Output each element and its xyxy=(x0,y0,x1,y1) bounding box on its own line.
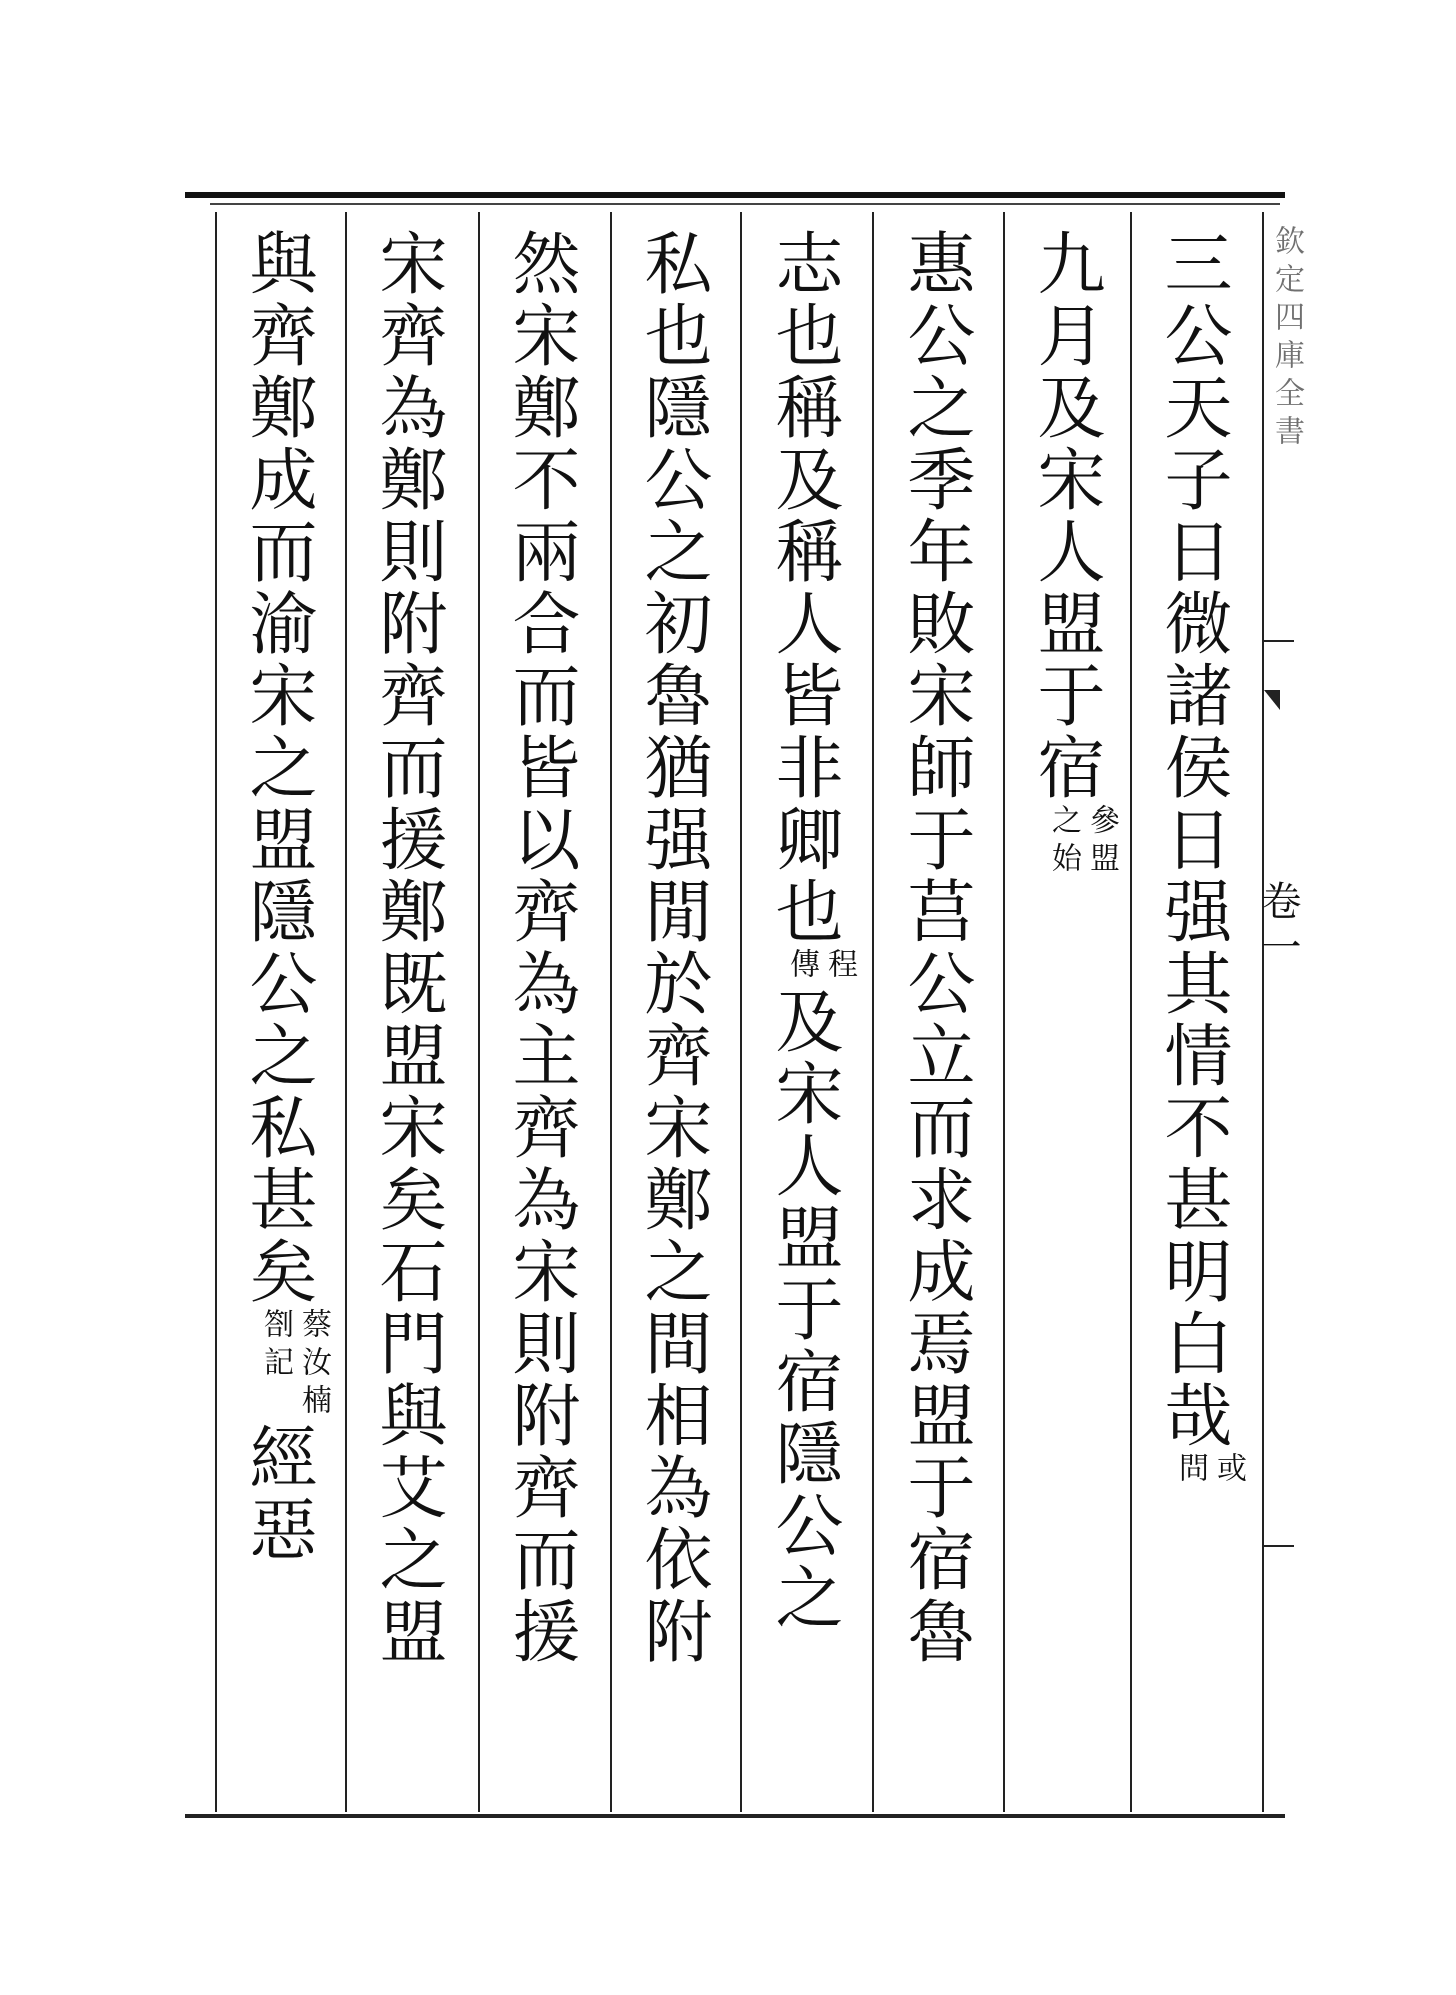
juan-label: 卷一 xyxy=(1255,880,1301,972)
column-text: 與齊鄭成而渝宋之盟隱公之私甚矣 xyxy=(238,228,317,1308)
annotation: 或 問 xyxy=(1173,1452,1246,1490)
column-divider xyxy=(610,212,612,1812)
margin-tick xyxy=(1264,1545,1294,1547)
annotation: 程 傳 xyxy=(784,948,857,986)
text-column-6 xyxy=(485,228,595,1668)
text-column-7 xyxy=(352,228,462,1668)
column-divider xyxy=(872,212,874,1812)
column-text: 九月及宋人盟于宿 xyxy=(1026,228,1105,804)
column-text: 惠公之季年敗宋師于莒公立而求成焉盟于宿魯 xyxy=(896,228,975,1668)
top-border-rule xyxy=(185,192,1285,198)
column-text-continued: 及宋人盟于宿隱公之 xyxy=(764,986,843,1634)
text-column-1 xyxy=(1137,228,1247,1490)
bottom-border-rule xyxy=(185,1814,1285,1818)
column-divider xyxy=(1003,212,1005,1812)
margin-header: 欽定四庫全書 xyxy=(1269,225,1304,453)
column-text: 三公天子日微諸侯日强其情不甚明白哉 xyxy=(1153,228,1232,1452)
text-column-5 xyxy=(617,228,727,1668)
column-text: 宋齊為鄭則附齊而援鄭既盟宋矣石門與艾之盟 xyxy=(368,228,447,1668)
text-column-2 xyxy=(1010,228,1120,880)
column-divider xyxy=(478,212,480,1812)
column-divider xyxy=(215,212,217,1812)
annotation: 蔡汝楠 劄記 xyxy=(258,1308,331,1422)
text-column-4 xyxy=(748,228,858,1634)
margin-tick xyxy=(1264,640,1294,642)
fishtail-mark xyxy=(1264,690,1280,710)
column-divider xyxy=(345,212,347,1812)
column-divider xyxy=(740,212,742,1812)
text-column-3 xyxy=(880,228,990,1668)
column-divider xyxy=(1130,212,1132,1812)
column-text: 志也稱及稱人皆非卿也 xyxy=(764,228,843,948)
column-text: 然宋鄭不兩合而皆以齊為主齊為宋則附齊而援 xyxy=(501,228,580,1668)
column-text-continued: 經惡 xyxy=(238,1422,317,1566)
annotation: 參盟 之始 xyxy=(1046,804,1119,880)
text-column-8 xyxy=(222,228,332,1566)
top-border-inner-rule xyxy=(210,203,1280,205)
column-text: 私也隱公之初魯猶强閒於齊宋鄭之間相為依附 xyxy=(633,228,712,1668)
